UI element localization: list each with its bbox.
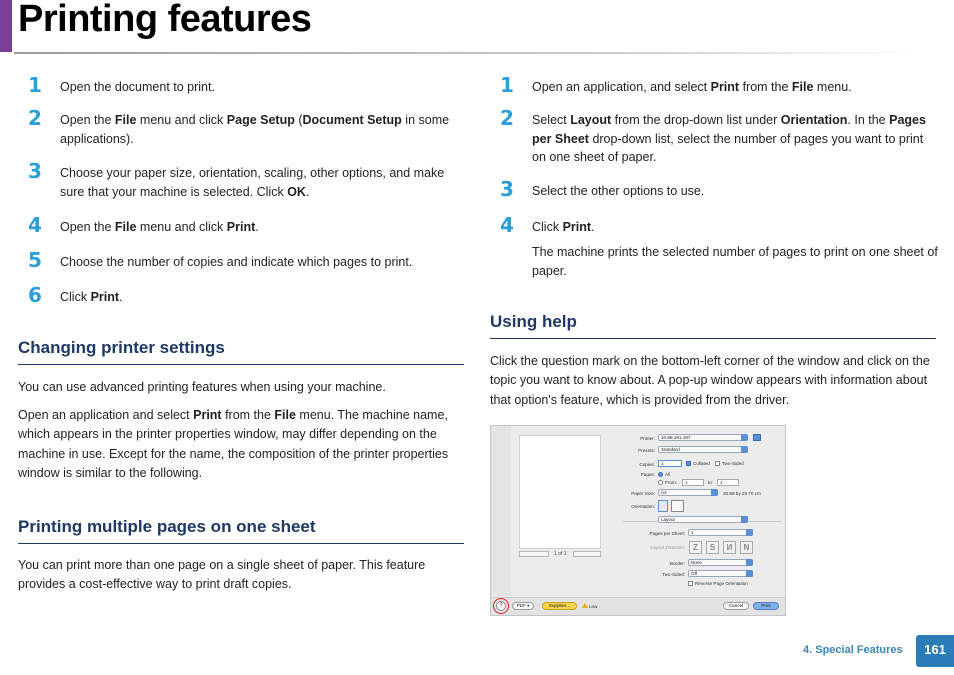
heading-rule <box>18 543 464 544</box>
page-title: Printing features <box>18 0 312 40</box>
step-number: 2 <box>28 106 42 130</box>
pages-to-label: to: <box>708 480 714 485</box>
title-accent-bar <box>0 0 12 52</box>
step-text: Choose the number of copies and indicate which pages to print. <box>60 255 413 269</box>
reverse-orientation-checkbox[interactable] <box>688 581 693 586</box>
preview-nav-back[interactable] <box>519 551 549 557</box>
preview-pager: 1 of 1 <box>554 551 567 557</box>
multiple-pages-heading: Printing multiple pages on one sheet <box>18 517 316 536</box>
step-number: 4 <box>500 213 514 237</box>
step-number: 3 <box>28 159 42 183</box>
pages-all-label: All <box>665 472 671 477</box>
step-text: Select Layout from the drop-down list under Orientation. In the Pages per Sheet drop-down list, select the number of pages you want to print on one sheet of paper. <box>532 113 926 164</box>
cancel-button[interactable]: Cancel <box>723 602 749 610</box>
paper-size-select[interactable]: A4 <box>658 489 718 496</box>
step-number: 4 <box>28 213 42 237</box>
presets-label: Presets: <box>638 448 655 453</box>
low-warning-icon <box>582 603 588 608</box>
print-button[interactable]: Print <box>753 602 779 610</box>
border-label: Border: <box>669 561 685 566</box>
step-number: 5 <box>28 248 42 272</box>
using-help-body: Click the question mark on the bottom-left corner of the window and click on the topic you want to know about. A pop-up window appears with information about that option's feature, which is provided from the driver. <box>490 354 930 407</box>
step-text: Open the File menu and click Page Setup (Document Setup in some applications). <box>60 113 450 146</box>
step-text: Open an application, and select Print from the File menu. <box>532 80 852 94</box>
supplies-button[interactable]: Supplies... <box>542 602 577 610</box>
print-dialog-screenshot <box>490 425 786 616</box>
pages-label: Pages: <box>640 472 655 477</box>
preview-nav-forward[interactable] <box>573 551 601 557</box>
heading-rule <box>18 364 464 365</box>
layout-s-icon[interactable]: S <box>706 541 719 554</box>
step-text: Select the other options to use. <box>532 184 705 198</box>
layout-direction-label: Layout Direction: <box>650 545 685 550</box>
copies-input[interactable]: 1 <box>658 460 682 467</box>
pages-to-input[interactable]: 1 <box>717 479 739 486</box>
dialog-sidebar <box>491 426 511 596</box>
printer-label: Printer: <box>640 436 655 441</box>
step-number: 1 <box>28 73 42 97</box>
step-number: 3 <box>500 177 514 201</box>
changing-settings-intro: You can use advanced printing features when using your machine. <box>18 380 386 394</box>
page-number-badge: 161 <box>916 635 954 667</box>
pages-all-radio[interactable] <box>658 472 663 477</box>
step-number: 1 <box>500 73 514 97</box>
pages-from-input[interactable]: 1 <box>682 479 704 486</box>
footer-section-label: 4. Special Features <box>803 644 903 656</box>
orientation-landscape-button[interactable] <box>671 500 684 512</box>
pages-from-label: From: <box>665 480 677 485</box>
layout-n-icon[interactable]: N <box>740 541 753 554</box>
pages-range-radio[interactable] <box>658 480 663 485</box>
reverse-orientation-label: Reverse Page Orientation <box>695 581 748 586</box>
paper-dimensions: 20.99 by 29.70 cm <box>723 491 761 496</box>
heading-rule <box>490 338 936 339</box>
printer-select[interactable]: 10.88.181.197 <box>658 434 748 441</box>
step-text: Choose your paper size, orientation, scaling, other options, and make sure that your machine is selected. Click OK. <box>60 166 445 199</box>
layout-n-reverse-icon[interactable]: И <box>723 541 736 554</box>
changing-settings-heading: Changing printer settings <box>18 338 225 357</box>
page-preview <box>519 435 601 549</box>
changing-settings-body: Open an application and select Print from the File menu. The machine name, which appears in the printer properties window, may differ depending on the machine in use. Except for the name, the composition of the printer properties window is similar to the following. <box>18 408 449 480</box>
orientation-portrait-button[interactable] <box>658 500 668 512</box>
presets-select[interactable]: Standard <box>658 446 748 453</box>
help-question-icon[interactable]: ? <box>496 601 506 611</box>
paper-size-label: Paper Size: <box>631 491 655 496</box>
multiple-pages-body: You can print more than one page on a single sheet of paper. This feature provides a cost-effective way to print draft copies. <box>18 558 426 592</box>
pages-per-sheet-label: Pages per Sheet: <box>649 531 685 536</box>
printer-info-button[interactable] <box>753 434 761 441</box>
step-text: Open the File menu and click Print. <box>60 220 259 234</box>
section-select[interactable]: Layout <box>658 516 748 523</box>
using-help-heading: Using help <box>490 312 577 331</box>
pages-per-sheet-select[interactable]: 1 <box>688 529 753 536</box>
two-sided-checkbox[interactable] <box>715 461 720 466</box>
step-number: 2 <box>500 106 514 130</box>
copies-label: Copies: <box>639 462 655 467</box>
border-select[interactable]: None <box>688 559 753 566</box>
right-step-note: The machine prints the selected number of pages to print on one sheet of paper. <box>532 245 938 278</box>
step-text: Click Print. <box>532 220 595 234</box>
step-text: Click Print. <box>60 290 123 304</box>
two-sided-label: Two-Sided: <box>662 572 685 577</box>
title-divider <box>14 52 914 54</box>
two-sided-select[interactable]: Off <box>688 570 753 577</box>
step-number: 6 <box>28 283 42 307</box>
step-text: Open the document to print. <box>60 80 215 94</box>
layout-z-icon[interactable]: Z <box>689 541 702 554</box>
low-supply-label: Low <box>589 604 598 609</box>
collated-label: Collated <box>693 461 710 466</box>
collated-checkbox[interactable] <box>686 461 691 466</box>
two-sided-option-label: Two-Sided <box>722 461 744 466</box>
orientation-label: Orientation: <box>631 504 655 509</box>
pdf-button[interactable]: PDF ▾ <box>512 602 534 610</box>
